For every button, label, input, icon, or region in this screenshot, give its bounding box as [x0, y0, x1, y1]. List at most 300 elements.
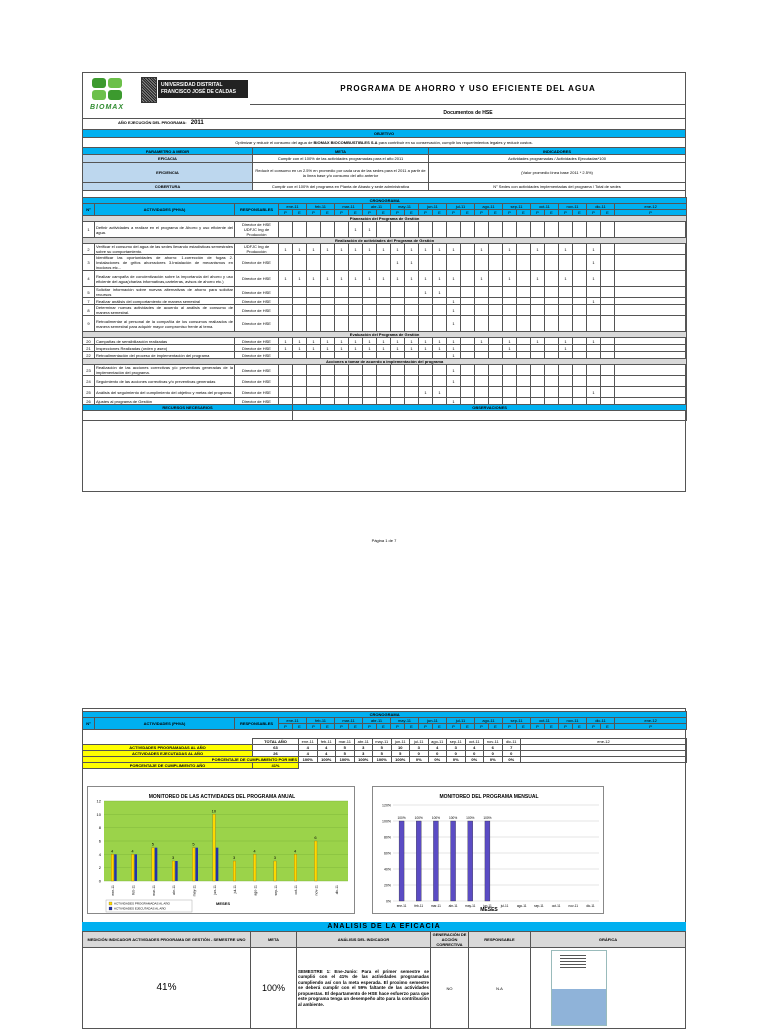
schedule-mark: 1	[452, 246, 455, 252]
schedule-mark: 1	[452, 307, 455, 313]
schedule-cell	[559, 365, 573, 376]
schedule-cell	[615, 298, 687, 305]
schedule-cell	[503, 287, 517, 298]
bar-programmed	[132, 854, 135, 881]
schedule-cell	[293, 365, 307, 376]
schedule-cell	[489, 287, 503, 298]
activity-responsible: Director de HSE	[235, 345, 279, 352]
pe-header: E	[601, 724, 615, 730]
x-tick: ago-11	[516, 904, 527, 908]
efficacy-h-indicator: MEDICIÓN INDICADOR ACTIVIDADES PROGRAMA DE GESTIÓN - SEMESTRE UNO	[83, 932, 251, 948]
schedule-cell	[531, 255, 545, 271]
schedule-cell	[279, 298, 293, 305]
schedule-cell	[531, 298, 545, 305]
schedule-cell	[321, 398, 335, 405]
param-name: COBERTURA	[83, 183, 253, 191]
summary-value: 3	[354, 745, 373, 751]
schedule-cell	[349, 345, 363, 352]
summary-value: 0	[465, 751, 484, 757]
month-header: ene-12	[615, 204, 687, 210]
schedule-cell	[475, 365, 489, 376]
schedule-cell	[601, 376, 615, 387]
schedule-cell	[349, 244, 363, 255]
schedule-cell	[531, 398, 545, 405]
schedule-cell	[293, 271, 307, 287]
schedule-cell	[517, 398, 531, 405]
schedule-cell	[559, 298, 573, 305]
schedule-mark: 1	[438, 338, 441, 344]
schedule-cell	[293, 352, 307, 359]
schedule-cell	[573, 345, 587, 352]
schedule-mark: 1	[438, 246, 441, 252]
data-label: 100%	[397, 816, 406, 820]
schedule-cell	[307, 365, 321, 376]
x-tick: jun-11	[212, 885, 217, 895]
schedule-cell	[307, 316, 321, 332]
schedule-cell	[279, 398, 293, 405]
schedule-cell	[335, 222, 349, 238]
month-header: nov-11	[559, 718, 587, 724]
efficacy-meta: 100%	[251, 948, 297, 1029]
schedule-cell	[363, 398, 377, 405]
schedule-mark: 1	[438, 276, 441, 281]
activity-responsible: Director de HSE	[235, 287, 279, 298]
schedule-cell	[419, 376, 433, 387]
summary-value: 0	[410, 751, 429, 757]
pe-header: E	[489, 724, 503, 730]
schedule-cell	[573, 298, 587, 305]
activity-text: Realización de las acciones correctivas y/o preventivas generadas de la implementación del programa.	[96, 365, 233, 375]
month-label: may-11	[373, 739, 392, 745]
schedule-cell	[489, 365, 503, 376]
efficacy-value: 41%	[83, 948, 251, 1029]
schedule-cell	[573, 271, 587, 287]
efficacy-table	[82, 931, 686, 1029]
schedule-cell	[573, 255, 587, 271]
mini-chart-legend	[560, 955, 586, 969]
pe-header: E	[433, 210, 447, 216]
pe-header: E	[433, 724, 447, 730]
schedule-mark: 1	[536, 246, 539, 252]
activity-row	[83, 365, 687, 376]
activity-number: 24	[83, 376, 95, 387]
schedule-cell	[377, 287, 391, 298]
schedule-cell	[391, 398, 405, 405]
summary-value: 5	[336, 745, 355, 751]
schedule-mark: 1	[326, 338, 329, 344]
section-title: Realización de actividades del Programa de Gestión	[83, 238, 687, 244]
schedule-cell	[335, 338, 349, 345]
schedule-cell	[475, 255, 489, 271]
chart-title: MONITOREO DEL PROGRAMA MENSUAL	[439, 794, 539, 800]
schedule-mark: 1	[326, 276, 329, 281]
param-meta: Reducir el consumo en un 2.5% en promedio por cada una de las sedes para el 2011 a partir de la línea base y/o consumo del año anterior	[253, 163, 429, 183]
activity-responsible: Director de HSE	[235, 365, 279, 376]
schedule-cell	[503, 376, 517, 387]
activity-text: Definir actividades a realizar en el programa de Ahorro y uso eficiente del agua.	[95, 222, 235, 238]
schedule-mark: 1	[424, 389, 427, 395]
schedule-cell	[489, 345, 503, 352]
schedule-cell	[461, 352, 475, 359]
data-label: 3	[172, 855, 175, 860]
x-tick: ene-11	[396, 904, 407, 908]
month-header: sep-11	[503, 718, 531, 724]
pe-header: P	[391, 724, 405, 730]
pct-value: 100%	[336, 757, 355, 763]
pe-header: P	[307, 210, 321, 216]
data-label: 100%	[483, 816, 492, 820]
pct-label: PORCENTAJE DE CUMPLIMIENTO POR MES	[83, 757, 299, 763]
pct-value: 0%	[484, 757, 503, 763]
schedule-mark: 1	[564, 276, 567, 281]
schedule-cell	[433, 305, 447, 316]
schedule-cell	[601, 398, 615, 405]
y-tick: 0%	[385, 899, 391, 904]
schedule-cell	[363, 255, 377, 271]
bar-programmed	[233, 861, 236, 881]
schedule-cell	[517, 365, 531, 376]
data-label: 3	[233, 855, 236, 860]
schedule-cell	[405, 271, 419, 287]
pe-header: E	[517, 210, 531, 216]
summary-value: 4	[299, 745, 318, 751]
data-label: 3	[273, 855, 276, 860]
schedule-cell	[531, 352, 545, 359]
schedule-mark: 1	[410, 276, 413, 281]
month-header: ene-11	[279, 204, 307, 210]
schedule-cell	[573, 352, 587, 359]
schedule-cell	[293, 298, 307, 305]
schedule-cell	[601, 298, 615, 305]
schedule-cell	[279, 244, 293, 255]
pe-header: E	[601, 210, 615, 216]
schedule-cell	[307, 222, 321, 238]
schedule-cell	[531, 338, 545, 345]
hr-2	[82, 118, 686, 119]
schedule-cell	[461, 305, 475, 316]
month-label: dic-11	[502, 739, 521, 745]
schedule-mark: 1	[396, 345, 399, 351]
x-tick: abr-11	[172, 885, 177, 895]
pe-header: P	[615, 724, 687, 730]
activity-number: 21	[83, 345, 95, 352]
col-activities: ACTIVIDADES (PHVA)	[95, 204, 235, 216]
schedule-cell	[601, 271, 615, 287]
data-label: 4	[294, 848, 297, 854]
pe-header: P	[419, 724, 433, 730]
pe-header: P	[335, 210, 349, 216]
schedule-cell	[461, 244, 475, 255]
pe-header: E	[545, 724, 559, 730]
pe-header: P	[447, 210, 461, 216]
month-header: mar-11	[335, 204, 363, 210]
observations-heading: OBSERVACIONES	[293, 405, 687, 411]
activity-text: Campañas de sensibilización realizadas	[95, 338, 235, 345]
activity-responsible: Director de HSE	[235, 255, 279, 271]
x-tick: sep-11	[534, 904, 544, 908]
schedule-cell	[615, 365, 687, 376]
schedule-cell	[573, 287, 587, 298]
schedule-mark: 1	[452, 345, 455, 351]
y-tick: 80%	[383, 835, 391, 840]
x-tick: nov-11	[314, 885, 319, 896]
schedule-cell	[517, 338, 531, 345]
schedule-cell	[419, 271, 433, 287]
schedule-cell	[293, 376, 307, 387]
activity-number: 22	[83, 352, 95, 359]
schedule-mark: 1	[592, 389, 595, 395]
x-tick: abr-11	[448, 904, 458, 908]
x-tick: jul-11	[233, 885, 238, 894]
schedule-cell	[433, 352, 447, 359]
schedule-mark: 1	[508, 338, 511, 344]
schedule-cell	[349, 352, 363, 359]
pe-header: E	[377, 210, 391, 216]
pe-header: P	[363, 210, 377, 216]
schedule-mark: 1	[480, 276, 483, 281]
schedule-cell	[517, 244, 531, 255]
schedule-cell	[321, 298, 335, 305]
efficacy-h-analysis: ANÁLISIS DEL INDICADOR	[297, 932, 431, 948]
summary-total: 26	[253, 751, 299, 757]
schedule-cell	[587, 244, 601, 255]
y-tick: 100%	[382, 819, 391, 824]
activity-text: Identificar las oportunidades de ahorro: 1.corrección de fugas 2. Instalaciones de grifos ahorradores 3.Instalación de mecanismos en inodoros etc...	[96, 255, 233, 270]
x-tick: ene-11	[111, 885, 116, 896]
section-title: Evaluación del Programa de Gestión	[83, 332, 687, 338]
activity-row	[83, 316, 687, 332]
brand-name: BIOMAX	[90, 104, 124, 111]
schedule-mark: 1	[340, 338, 343, 344]
bar-programmed	[213, 814, 216, 881]
activity-responsible: Director de HSE	[235, 316, 279, 332]
summary-value: 5	[391, 751, 410, 757]
schedule-cell	[349, 387, 363, 398]
schedule-cell	[587, 255, 601, 271]
schedule-cell	[475, 305, 489, 316]
schedule-cell	[475, 222, 489, 238]
schedule-cell	[461, 376, 475, 387]
pe-header: E	[489, 210, 503, 216]
schedule-cell	[503, 244, 517, 255]
schedule-cell	[531, 244, 545, 255]
summary-value: 5	[373, 745, 392, 751]
pct-value: 100%	[299, 757, 318, 763]
schedule-cell	[349, 365, 363, 376]
schedule-cell	[391, 298, 405, 305]
monthly-chart-svg	[373, 787, 605, 915]
schedule-cell	[545, 271, 559, 287]
schedule-mark: 1	[354, 246, 357, 252]
schedule-mark: 1	[452, 398, 455, 404]
schedule-mark: 1	[298, 338, 301, 344]
schedule-cell	[489, 387, 503, 398]
param-meta: Cumplir con el 100% de las actividades programadas para el año 2011	[253, 155, 429, 163]
summary-value: 5	[373, 751, 392, 757]
month-header: may-11	[391, 204, 419, 210]
efficacy-h-graph: GRÁFICA	[531, 932, 686, 948]
activity-responsible: Director de HSE	[235, 398, 279, 405]
schedule-cell	[531, 271, 545, 287]
schedule-cell	[545, 244, 559, 255]
y-tick: 20%	[383, 883, 391, 888]
activity-responsible: Director de HSE	[235, 376, 279, 387]
schedule-cell	[335, 298, 349, 305]
activity-text: Realizar análisis del comportamiento de manera semestral	[95, 298, 235, 305]
document-title: PROGRAMA DE AHORRO Y USO EFICIENTE DEL AGUA	[340, 84, 596, 93]
activity-number: 8	[83, 305, 95, 316]
summary-value: 7	[502, 745, 521, 751]
schedule-cell	[363, 222, 377, 238]
schedule-cell	[601, 316, 615, 332]
schedule-cell	[321, 316, 335, 332]
schedule-mark: 1	[340, 345, 343, 351]
schedule-cell	[377, 376, 391, 387]
schedule-cell	[419, 316, 433, 332]
activity-text: Inspecciones Realizadas (orden y aseo)	[95, 345, 235, 352]
y-tick: 2	[98, 865, 101, 871]
schedule-mark: 1	[368, 246, 371, 252]
schedule-mark: 1	[438, 289, 441, 295]
schedule-mark: 1	[354, 276, 357, 281]
schedule-cell	[559, 345, 573, 352]
schedule-cell	[419, 398, 433, 405]
param-indicator: N° Sedes con actividades implementadas del programa / Total de sedes	[429, 183, 686, 191]
schedule-cell	[279, 316, 293, 332]
schedule-mark: 1	[424, 246, 427, 252]
schedule-cell	[559, 352, 573, 359]
schedule-cell	[545, 255, 559, 271]
pe-header: P	[475, 724, 489, 730]
schedule-cell	[349, 316, 363, 332]
schedule-cell	[293, 222, 307, 238]
schedule-cell	[503, 365, 517, 376]
month-header: oct-11	[531, 204, 559, 210]
schedule-cell	[293, 244, 307, 255]
schedule-cell	[531, 387, 545, 398]
spacer	[299, 763, 687, 769]
year-pct-label: PORCENTAJE DE CUMPLIMIENTO AÑO	[83, 763, 253, 769]
schedule-cell	[433, 316, 447, 332]
month-header: dic-11	[587, 204, 615, 210]
month-header: sep-11	[503, 204, 531, 210]
schedule-cell	[377, 345, 391, 352]
schedule-cell	[475, 345, 489, 352]
legend-swatch	[109, 902, 112, 905]
schedule-cell	[391, 345, 405, 352]
month-label: sep-11	[447, 739, 466, 745]
schedule-mark: 1	[382, 276, 385, 281]
schedule-cell	[601, 244, 615, 255]
month-header: jul-11	[447, 204, 475, 210]
schedule-cell	[545, 338, 559, 345]
efficacy-action: NO	[431, 948, 469, 1029]
activity-row	[83, 345, 687, 352]
schedule-cell	[517, 305, 531, 316]
schedule-cell	[531, 222, 545, 238]
bar-executed	[155, 848, 158, 881]
x-tick: feb-11	[414, 904, 424, 908]
schedule-cell	[615, 352, 687, 359]
efficacy-graph	[531, 948, 686, 1029]
schedule-cell	[587, 338, 601, 345]
data-label: 5	[192, 841, 195, 847]
schedule-cell	[461, 398, 475, 405]
bar-programmed	[111, 854, 114, 881]
schedule-cell	[433, 398, 447, 405]
efficacy-analysis: SEMESTRE 1: Ene-Junio: Para el primer semestre se cumplió con el 41% de las actividades programadas cumpliendo así con la meta esperada. El proximo semestre se deberá cumplir con el 59% faltante de las actividades propuestas. El departamento de HSE hace esfuerzo para que este programa tenga un desempeño alto para la contribución al ambiente.	[297, 948, 431, 1029]
pe-header: E	[349, 210, 363, 216]
annual-chart-svg	[88, 787, 356, 915]
schedule-cell	[587, 345, 601, 352]
schedule-cell	[419, 365, 433, 376]
schedule-mark: 1	[508, 276, 511, 281]
schedule-cell	[391, 316, 405, 332]
schedule-cell	[363, 316, 377, 332]
schedule-cell	[405, 222, 419, 238]
objective-heading: OBJETIVO	[83, 130, 686, 138]
schedule-cell	[447, 255, 461, 271]
schedule-cell	[615, 338, 687, 345]
schedule-cell	[349, 398, 363, 405]
schedule-cell	[391, 244, 405, 255]
schedule-mark: 1	[368, 227, 371, 232]
schedule-mark: 1	[396, 246, 399, 252]
activity-responsible: UDFJC Ing de Producción	[235, 244, 279, 255]
schedule-cell	[307, 387, 321, 398]
schedule-cell	[601, 222, 615, 238]
schedule-cell	[349, 298, 363, 305]
schedule-cell	[447, 352, 461, 359]
schedule-cell	[419, 345, 433, 352]
activity-row	[83, 387, 687, 398]
schedule-cell	[279, 305, 293, 316]
y-tick: 10	[96, 811, 101, 817]
schedule-cell	[587, 222, 601, 238]
legend-label: ACTIVIDADES EJECUTADAS AL AÑO	[114, 906, 166, 911]
activity-text: Análisis del seguimiento del cumplimiento del objetivo y metas del programa.	[95, 387, 235, 398]
pe-header: E	[321, 210, 335, 216]
schedule-cell	[377, 222, 391, 238]
month-header: jul-11	[447, 718, 475, 724]
schedule-cell	[391, 376, 405, 387]
schedule-cell	[363, 345, 377, 352]
schedule-cell	[433, 298, 447, 305]
schedule-cell	[419, 244, 433, 255]
bar-programmed	[274, 861, 277, 881]
schedule-mark: 1	[368, 345, 371, 351]
schedule-cell	[545, 387, 559, 398]
schedule-cell	[489, 298, 503, 305]
schedule-cell	[405, 345, 419, 352]
schedule-cell	[475, 398, 489, 405]
schedule-cell	[475, 387, 489, 398]
schedule-cell	[475, 316, 489, 332]
schedule-cell	[587, 316, 601, 332]
schedule-cell	[587, 387, 601, 398]
bar-programmed	[294, 854, 297, 881]
x-tick: dic-11	[334, 885, 339, 895]
schedule-cell	[377, 365, 391, 376]
schedule-cell	[447, 287, 461, 298]
schedule-cell	[503, 352, 517, 359]
pe-header: E	[405, 210, 419, 216]
schedule-mark: 1	[564, 246, 567, 252]
schedule-cell	[335, 376, 349, 387]
data-label: 100%	[449, 816, 458, 820]
schedule-cell	[489, 255, 503, 271]
schedule-cell	[433, 222, 447, 238]
